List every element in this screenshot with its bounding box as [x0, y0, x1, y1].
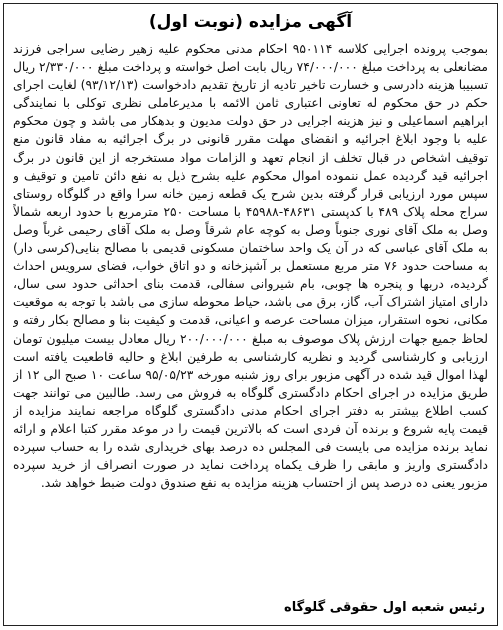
notice-title: آگهی مزایده (نوبت اول) [148, 12, 353, 32]
notice-signature: رئیس شعبه اول حقوقی گلوگاه [284, 600, 485, 615]
notice-frame [3, 3, 498, 626]
notice-body: بموجب پرونده اجرایی کلاسه ۹۵۰۱۱۴ احکام مدنی محکوم علیه زهیر رضایی سراجی فرزند مضانعلی به پرداخت مبلغ ۷۴/۰۰۰/۰۰۰ ریال بابت اصل خواسته و پرداخت مبلغ ۲/۳۳۰/۰۰۰ ریال تسبیبا هزینه دادرسی و خسارت تاخیر تادیه از تاریخ تقدیم دادخواست (۹۳/۱۲/۱۳) لغایت اجرای حکم در حق محکوم له تعاونی اعتباری ثامن الائمه با مدیرعاملی نظری توکلی با نمایندگی ابراهیم اسماعیلی و نیز هزینه اجرایی در حق دولت مدیون و بدهکار می باشد و چون محکوم علیه با وجود ابلاغ اجرائیه و انقضای مهلت مقرر قانونی در برگ اجرائیه به مفاد قانون منع توقیف اشخاص در قبال تخلف از انجام تعهد و الزامات مواد مستخرجه از این قانون در برگ اجرائیه قید گردیده عمل ننموده اموال محکوم علیه بشرح ذیل به نفع دائن تامین و توقیف و سپس مورد ارزیابی قرار گرفته بدین شرح یک قطعه زمین خانه سرا واقع در گلوگاه روستای سراج محله پلاک ۴۸۹ با کدپستی ۴۸۶۳۱-۴۵۹۸۸ با مساحت ۲۵۰ مترمربع با حدود اربعه شمالاً وصل به ملک آقای نوری جنوباً وصل به کوچه عام شرقاً وصل به ملک آقای رحیمی غرباً وصل به ملک آقای عباسی که در آن یک واحد ساختمان مسکونی قدیمی با مصالح بنایی(کرسی دار) به مساحت حدود ۷۶ متر مربع مستعمل بر آشپزخانه و دو اتاق خواب، فضای سرویس احداث گردیده، دربها و پنجره ها چوبی، بام شیروانی سفالی، قدمت بنای احداثی حدود سی سال، دارای امتیاز اشتراک آب، گاز، برق می باشد، حیاط محوطه سازی می باشد با توجه به موقعیت مکانی، نحوه استقرار، میزان مساحت عرصه و اعیانی، قدمت و کیفیت بنا و مصالح بکار رفته و لحاظ جمیع جهات ارزش پلاک موصوف به مبلغ ۲۰۰/۰۰۰/۰۰۰ ریال معادل بیست میلیون تومان ارزیابی و کارشناسی گردید و نظریه کارشناسی به طرفین ابلاغ و حالیه قاطعیت یافته است لهذا اموال قید شده در آگهی مزبور برای روز شنبه مورخه ۹۵/۰۵/۲۳ ساعت ۱۰ صبح الی ۱۲ از طریق مزایده در اجرای احکام دادگستری گلوگاه به فروش می رسد. طالبین می توانند جهت کسب اطلاع بیشتر به دفتر اجرای احکام مدنی دادگستری گلوگاه مراجعه نمایند مزایده از قیمت پایه شروع و برنده آن فردی است که بالاترین قیمت را در موعد مقرر کتبا اعلام و ارائه نماید برنده مزایده می بایست فی المجلس ده درصد بهای خریداری شده را به حساب سپرده دادگستری واریز و مابقی را ظرف یکماه پرداخت نماید در صورت انصراف از خرید سپرده مزبور یعنی ده درصد پس از احتساب هزینه مزایده به نفع صندوق دولت ضبط خواهد شد. [13, 42, 488, 491]
